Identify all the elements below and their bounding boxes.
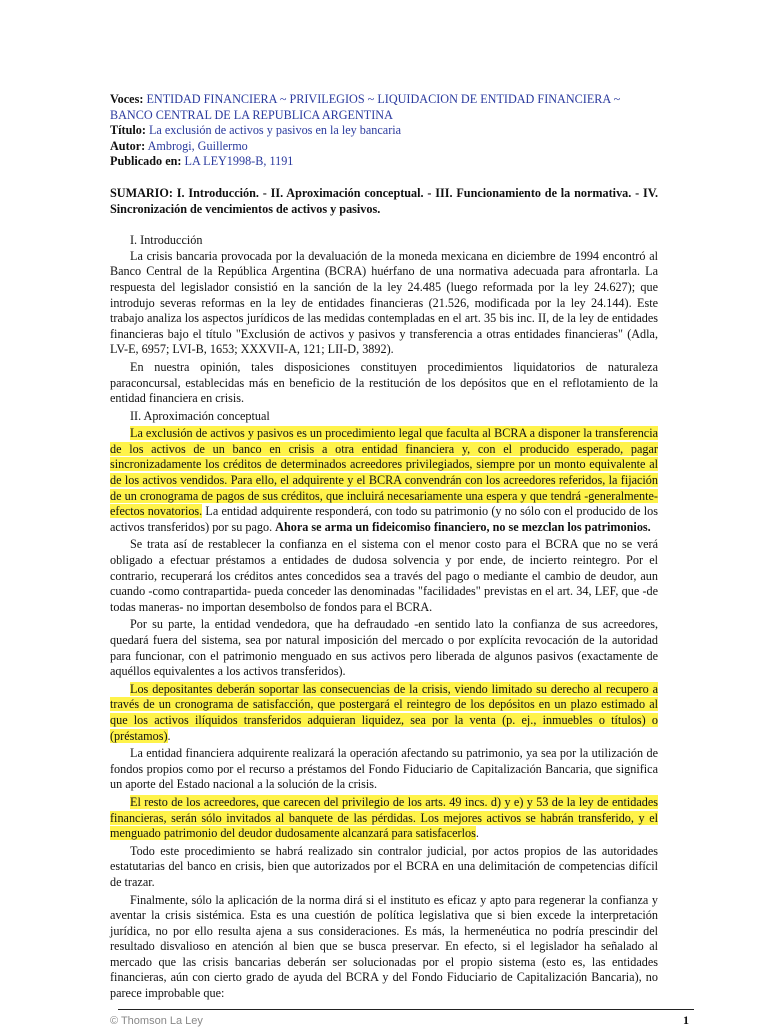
paragraph-highlighted [110,795,658,842]
paragraph: Todo este procedimiento se habrá realizado sin contralor judicial, por actos propios de las autoridades estatutarias del banco en crisis, bien que autorizados por el BCRA en una delimitación de competencias difícil de trazar. [110,843,658,889]
paragraph-highlighted [110,426,658,535]
publicado-value-link[interactable]: LA LEY1998-B, 1191 [184,154,294,169]
highlight-span: La exclusión de activos y pasivos es un procedimiento legal que faculta al BCRA a disponer la transferencia de los activos de un banco en crisis a otra entidad financiera y, con el producido esperado, pagar sincronizadamente los créditos de determinados acreedores privilegiados, siempre por un monto equivalente al de los activos vendidos. Para ello, el adquirente y el BCRA convendrán con los acreedores referidos, la fijación de un cronograma de pagos de sus créditos, que incluirá necesariamente una espera y que tendrá -generalmente- efectos novatorios. [110,426,658,519]
autor-label: Autor: [110,138,146,153]
bold-text: Ahora se arma un fideicomiso financiero, no se mezclan los patrimonios. [275,519,651,534]
autor-value-link[interactable]: Ambrogi, Guillermo [147,138,248,153]
page-number: 1 [683,1013,689,1027]
highlight-span: Los depositantes deberán soportar las consecuencias de la crisis, viendo limitado su derecho al recupero a través de un cronograma de satisfacción, que postergará el reintegro de los depósitos en un plazo estimado al que los activos ilíquidos transferidos adquieran liquidez, sea por la venta (p. ej., inmuebles o títulos) o (préstamos) [110,681,658,743]
paragraph: La crisis bancaria provocada por la devaluación de la moneda mexicana en diciembre de 1994 encontró al Banco Central de la República Argentina (BCRA) huérfano de una normativa adecuada para afrontarla. La respuesta del legislador consistió en la sanción de la ley 24.485 (luego reformada por la ley 24.627); que introdujo severas reformas en la ley de entidades financieras (21.526, modificada por la ley 24.144). Este trabajo analiza los aspectos jurídicos de las medidas contempladas en el art. 35 bis inc. II, de la ley de entidades financieras bajo el título "Exclusión de activos y pasivos y transferencia a otras entidades financieras" (Adla, LV-E, 6957; LVI-B, 1653; XXXVII-A, 121; LII-D, 3892). [110,248,658,357]
paragraph-text: . [475,826,479,841]
paragraph-highlighted [110,682,658,744]
voces-value-link[interactable]: ENTIDAD FINANCIERA ~ PRIVILEGIOS ~ LIQUIDACION DE ENTIDAD FINANCIERA ~ BANCO CENTRAL DE LA REPUBLICA ARGENTINA [110,92,621,122]
paragraph-text: . [167,728,171,743]
titulo-value-link[interactable]: La exclusión de activos y pasivos en la ley bancaria [148,123,402,138]
paragraph: Por su parte, la entidad vendedora, que ha defraudado -en sentido lato la confianza de sus acreedores, quedará fuera del sistema, sea por natural imposición del mercado o por explícita revocación de la autoridad para funcionar, con el patrimonio menguado en sus activos pero liberada de algunos pasivos (exactamente de aquéllos equivalentes a los activos transferidos). [110,617,658,679]
document-page [110,92,658,1004]
footer-divider [118,1009,694,1010]
titulo-label: Título: [110,123,146,138]
section-heading-aproximacion: II. Aproximación conceptual [130,408,270,423]
titulo-line [110,123,658,139]
paragraph-text: La entidad adquirente responderá, con todo su patrimonio (y no sólo con el producido de los activos transferidos) por su pago. [110,504,658,534]
paragraph: La entidad financiera adquirente realizará la operación afectando su patrimonio, ya sea por la utilización de fondos propios como por el recurso a préstamos del Fondo Fiduciario de Capitalización Bancaria, que significa un aporte del Estado nacional a la solución de la crisis. [110,746,658,792]
paragraph: Se trata así de restablecer la confianza en el sistema con el menor costo para el BCRA que no se verá obligado a efectuar préstamos a entidades de dudosa solvencia y por ende, de incierto reintegro. Por el contrario, recuperará los créditos antes concedidos sea a través del pago o mediante el cambio de deudor, aun cuando -como contrapartida- pueda conceder las denominadas "facilidades" previstas en el art. 34, LEF, que -de todas maneras- no importan desembolso de fondos para el BCRA. [110,537,658,614]
paragraph: En nuestra opinión, tales disposiciones constituyen procedimientos liquidatorios de naturaleza paraconcursal, establecidas más en beneficio de la restitución de los depósitos que en el reflotamiento de la entidad financiera en crisis. [110,359,658,406]
autor-line [110,139,658,155]
voces-label: Voces: [110,92,144,106]
paragraph: Finalmente, sólo la aplicación de la norma dirá si el instituto es eficaz y apto para regenerar la confianza y aventar la crisis sistémica. Esta es una cuestión de política legislativa que si bien excede la interpretación jurídica, no por ello resulta ajena a sus consideraciones. Es más, la hermenéutica no podría prescindir del resultado disvalioso en atención al bien que se busca preservar. En efecto, si el legislador ha señalado al mercado que las crisis bancarias deberán ser solucionadas por el propio sistema (esto es, las entidades financieras, aún con cierto grado de ayuda del BCRA y del Fondo Fiduciario de Capitalización Bancaria), no parece improbable que: [110,892,658,1001]
footer-copyright: © Thomson La Ley [110,1015,203,1027]
voces-line [110,92,658,123]
section-heading-introduccion: I. Introducción [130,233,203,248]
publicado-line [110,154,658,170]
sumario: SUMARIO: I. Introducción. - II. Aproximación conceptual. - III. Funcionamiento de la normativa. - IV. Sincronización de vencimientos de activos y pasivos. [110,185,658,216]
publicado-label: Publicado en: [110,154,182,169]
highlight-span: El resto de los acreedores, que carecen del privilegio de los arts. 49 incs. d) y e) y 53 de la ley de entidades financieras, serán sólo invitados al banquete de las pérdidas. Los mejores activos se habrán transferido, y el menguado patrimonio del deudor dudosamente alcanzará para satisfacerlos [110,794,658,841]
